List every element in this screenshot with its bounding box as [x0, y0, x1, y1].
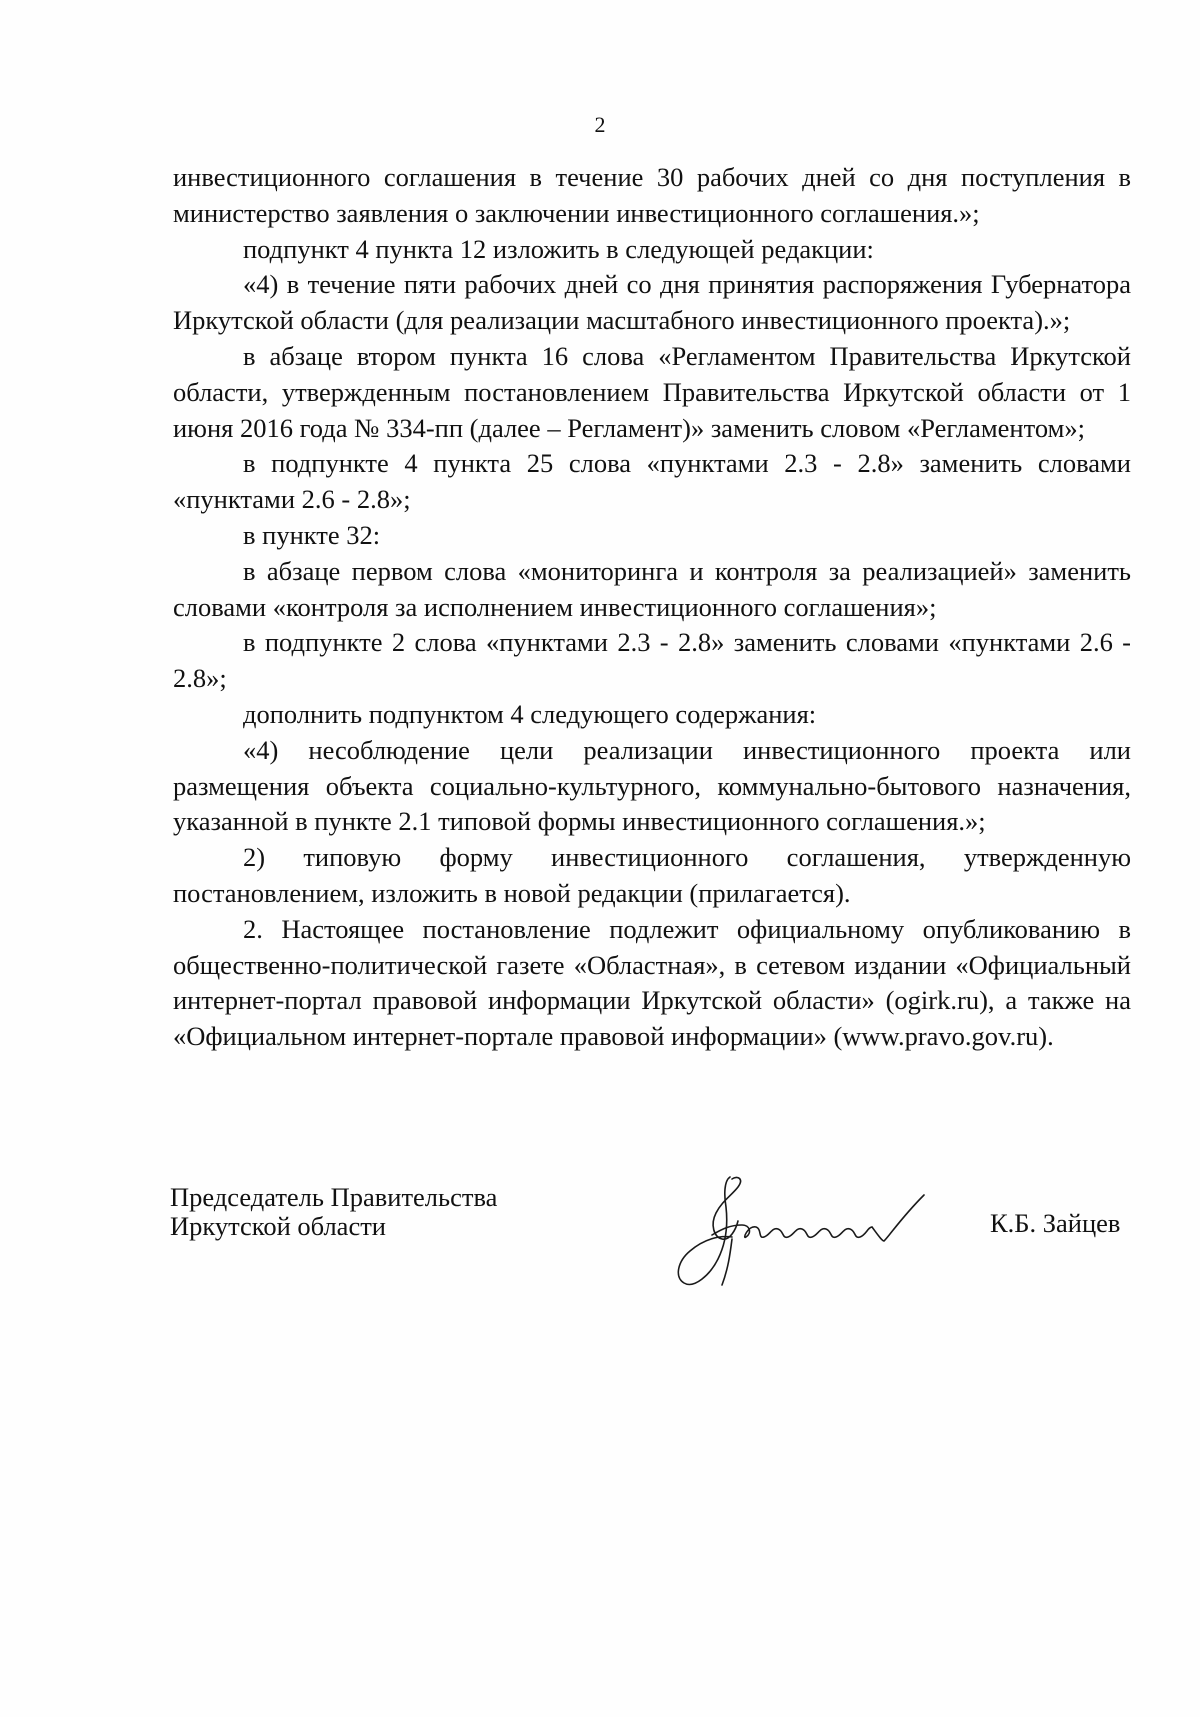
paragraph: «4) в течение пяти рабочих дней со дня принятия распоряжения Губернатора Иркутской области (для реализации масштабного инвестиционного проекта).»;: [173, 269, 1131, 336]
signatory-title: [170, 1183, 497, 1241]
paragraph: в подпункте 2 слова «пунктами 2.3 - 2.8» заменить словами «пунктами 2.6 - 2.8»;: [173, 627, 1131, 694]
handwritten-signature: [672, 1165, 942, 1305]
paragraph: в абзаце втором пункта 16 слова «Регламентом Правительства Иркутской области, утвержденным постановлением Правительства Иркутской области от 1 июня 2016 года № 334-пп (далее – Регламент)» заменить словом «Регламентом»;: [173, 340, 1131, 443]
paragraph: в подпункте 4 пункта 25 слова «пунктами 2.3 - 2.8» заменить словами «пунктами 2.6 - 2.8»;: [173, 448, 1131, 515]
paragraph: инвестиционного соглашения в течение 30 рабочих дней со дня поступления в министерство заявления о заключении инвестиционного соглашения.»;: [173, 162, 1131, 228]
paragraph: в абзаце первом слова «мониторинга и контроля за реализацией» заменить словами «контроля за исполнением инвестиционного соглашения»;: [173, 555, 1131, 622]
signatory-name: К.Б. Зайцев: [990, 1208, 1121, 1238]
paragraph: 2. Настоящее постановление подлежит официальному опубликованию в общественно-политической газете «Областная», в сетевом издании «Официальный интернет-портал правовой информации Иркутской области» (ogirk.ru), а также на «Официальном интернет-портале правовой информации» (www.pravo.gov.ru).: [173, 913, 1131, 1052]
paragraph: подпункт 4 пункта 12 изложить в следующей редакции:: [243, 233, 874, 264]
paragraph: дополнить подпунктом 4 следующего содержания:: [243, 698, 817, 729]
paragraph: 2) типовую форму инвестиционного соглашения, утвержденную постановлением, изложить в новой редакции (прилагается).: [173, 842, 1131, 908]
signatory-title-line: Иркутской области: [170, 1211, 386, 1241]
document-body: [173, 160, 1131, 1055]
page-number: 2: [594, 112, 606, 137]
paragraph: в пункте 32:: [243, 519, 381, 550]
paragraph: «4) несоблюдение цели реализации инвестиционного проекта или размещения объекта социально-культурного, коммунально-бытового назначения, указанной в пункте 2.1 типовой формы инвестиционного соглашения.»;: [173, 734, 1131, 837]
signatory-title-line: Председатель Правительства: [170, 1182, 498, 1212]
